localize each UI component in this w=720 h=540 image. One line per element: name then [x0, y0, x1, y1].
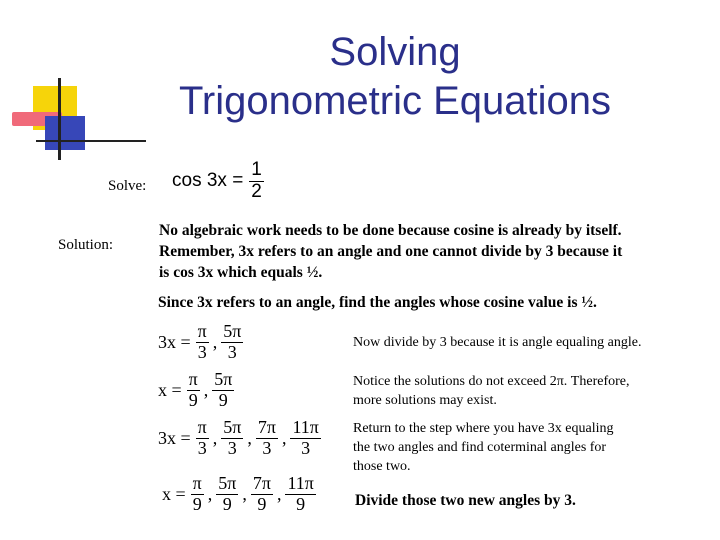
- fraction-numerator: 7π: [252, 473, 271, 493]
- fraction: [221, 418, 243, 459]
- step-4-note: [355, 490, 715, 511]
- step-2-equation: [158, 370, 358, 418]
- equation-row: [162, 474, 362, 515]
- fraction-denominator: 9: [222, 493, 232, 514]
- equation-lhs: x =: [162, 483, 186, 504]
- solution-p1-line1: No algebraic work needs to be done because cosine is already by itself.: [159, 222, 622, 239]
- fraction: [212, 370, 234, 411]
- fraction-numerator: 11π: [287, 473, 314, 493]
- step-1-note: [353, 333, 713, 352]
- note-line: Now divide by 3 because it is angle equaling angle.: [353, 335, 642, 350]
- fraction-numerator: π: [188, 369, 198, 389]
- fraction: [196, 322, 209, 363]
- fraction-numerator: 5π: [223, 417, 242, 437]
- solution-label: Solution:: [58, 237, 114, 253]
- fraction-separator: ,: [212, 331, 218, 352]
- fraction-numerator: 7π: [257, 417, 276, 437]
- step-3-note: [353, 419, 713, 476]
- step-1-equation: [158, 322, 358, 370]
- decor-blue-square: [45, 116, 85, 150]
- equation-lhs: x =: [158, 379, 182, 400]
- note-line: the two angles and find coterminal angles for: [353, 440, 607, 455]
- fraction-separator: ,: [276, 483, 282, 504]
- note-line: more solutions may exist.: [353, 393, 497, 408]
- fraction-numerator: π: [192, 473, 202, 493]
- solve-denominator: 2: [251, 180, 262, 202]
- solution-paragraph-1: [159, 220, 719, 283]
- page-title: [150, 28, 640, 126]
- fraction-denominator: 3: [301, 437, 311, 458]
- fraction-numerator: 5π: [218, 473, 237, 493]
- equation-row: [158, 322, 358, 363]
- fraction-numerator: 5π: [214, 369, 233, 389]
- step-4-equation: [162, 474, 362, 522]
- fraction-denominator: 9: [188, 389, 198, 410]
- fraction: [191, 474, 204, 515]
- note-line: Divide those two new angles by 3.: [355, 492, 576, 509]
- fraction-denominator: 3: [262, 437, 272, 458]
- fraction-denominator: 3: [227, 437, 237, 458]
- solve-equation: [172, 160, 266, 203]
- fraction-numerator: π: [197, 417, 207, 437]
- title-line-2: Trigonometric Equations: [178, 79, 612, 123]
- solve-lhs: cos 3x =: [172, 170, 244, 192]
- fraction-denominator: 3: [227, 341, 237, 362]
- fraction: [221, 322, 243, 363]
- fraction-numerator: 11π: [292, 417, 319, 437]
- note-line: Return to the step where you have 3x equaling: [353, 421, 614, 436]
- solve-numerator: 1: [251, 159, 262, 180]
- fraction-numerator: 5π: [223, 321, 242, 341]
- solution-p1-line2: Remember, 3x refers to an angle and one cannot divide by 3 because it: [159, 243, 623, 260]
- fraction: [285, 474, 315, 515]
- note-line: Notice the solutions do not exceed 2π. Therefore,: [353, 374, 630, 389]
- note-line: those two.: [353, 459, 411, 474]
- fraction-denominator: 9: [192, 493, 202, 514]
- fraction: [216, 474, 238, 515]
- solve-fraction: [249, 160, 264, 203]
- fraction: [256, 418, 278, 459]
- fraction: [251, 474, 273, 515]
- fraction-separator: ,: [242, 483, 247, 504]
- fraction-separator: ,: [281, 427, 287, 448]
- solution-p1-line3: is cos 3x which equals ½.: [159, 264, 323, 281]
- equation-lhs: 3x =: [158, 427, 191, 448]
- fraction-denominator: 9: [257, 493, 267, 514]
- fraction-denominator: 9: [218, 389, 228, 410]
- equation-row: [158, 370, 358, 411]
- title-line-1: Solving: [329, 30, 461, 74]
- decor-horizontal-line: [36, 140, 146, 142]
- fraction: [290, 418, 320, 459]
- equation-row: [158, 418, 358, 459]
- fraction-numerator: π: [197, 321, 207, 341]
- fraction-denominator: 3: [197, 437, 207, 458]
- solve-label: Solve:: [108, 178, 147, 194]
- step-2-note: [353, 372, 713, 410]
- decor-vertical-line: [58, 78, 61, 160]
- step-3-equation: [158, 418, 358, 466]
- solution-paragraph-2: Since 3x refers to an angle, find the angles whose cosine value is ½.: [158, 294, 597, 311]
- equation-lhs: 3x =: [158, 331, 191, 352]
- fraction-separator: ,: [203, 379, 209, 400]
- fraction-denominator: 3: [197, 341, 207, 362]
- fraction-separator: ,: [212, 427, 218, 448]
- fraction-separator: ,: [247, 427, 252, 448]
- fraction: [196, 418, 209, 459]
- fraction-denominator: 9: [296, 493, 306, 514]
- fraction: [187, 370, 200, 411]
- fraction-separator: ,: [207, 483, 213, 504]
